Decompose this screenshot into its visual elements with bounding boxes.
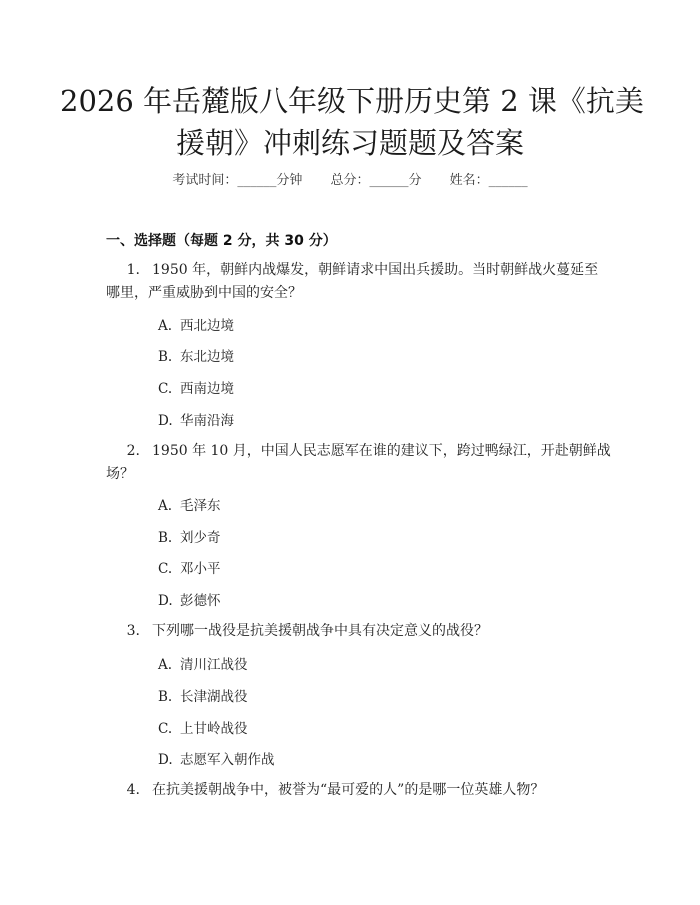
option-letter: D. (158, 752, 173, 768)
option-letter: A. (158, 657, 173, 673)
option-1d (158, 409, 234, 429)
option-text: 志愿军入朝作战 (180, 752, 275, 768)
question-number: 2. (126, 443, 140, 459)
option-1c (158, 377, 234, 397)
section-heading-multiple-choice: 一、选择题（每题 2 分，共 30 分） (106, 233, 337, 249)
option-text: 上甘岭战役 (180, 721, 248, 737)
option-2b (158, 526, 221, 546)
question-text: 下列哪一战役是抗美援朝战争中具有决定意义的战役？ (152, 623, 488, 639)
question-number: 3. (126, 623, 140, 639)
option-letter: A. (158, 498, 173, 514)
option-letter: D. (158, 593, 173, 609)
question-3 (106, 620, 606, 643)
option-letter: C. (158, 561, 173, 577)
question-text: 1950 年 10 月，中国人民志愿军在谁的建议下，跨过鸭绿江，开赴朝鲜战 (152, 443, 611, 459)
option-2c (158, 557, 221, 577)
option-text: 毛泽东 (180, 498, 221, 514)
option-letter: D. (158, 413, 173, 429)
option-text: 西南边境 (180, 381, 234, 397)
option-letter: B. (158, 689, 173, 705)
option-letter: B. (158, 349, 173, 365)
option-letter: C. (158, 721, 173, 737)
title-line-2: 援朝》冲刺练习题题及答案 (175, 126, 524, 160)
question-text: 在抗美援朝战争中，被誉为“最可爱的人”的是哪一位英雄人物？ (152, 782, 545, 798)
option-1b (158, 345, 234, 365)
document-title (60, 80, 644, 164)
question-1 (106, 259, 606, 305)
option-3a (158, 653, 248, 673)
title-line-1: 2026 年岳麓版八年级下册历史第 2 课《抗美 (60, 84, 644, 118)
question-1-line-2: 哪里，严重威胁到中国的安全？ (106, 285, 302, 301)
option-3d (158, 748, 275, 768)
option-2d (158, 589, 221, 609)
option-text: 邓小平 (180, 561, 221, 577)
question-2 (106, 440, 611, 486)
question-number: 1. (126, 262, 140, 278)
option-text: 彭德怀 (180, 593, 221, 609)
option-letter: A. (158, 318, 173, 334)
question-4 (106, 779, 606, 802)
option-letter: B. (158, 530, 173, 546)
total-score-field: 总分：______分 (330, 173, 422, 188)
option-3c (158, 717, 248, 737)
question-4-line-1 (106, 779, 606, 802)
question-number: 4. (126, 782, 140, 798)
exam-time-field: 考试时间：______分钟 (172, 173, 303, 188)
exam-info (0, 169, 700, 188)
option-text: 东北边境 (180, 349, 234, 365)
question-1-line-1 (106, 259, 606, 282)
option-text: 西北边境 (180, 318, 234, 334)
option-text: 刘少奇 (180, 530, 221, 546)
option-2a (158, 494, 221, 514)
option-text: 长津湖战役 (180, 689, 248, 705)
option-text: 华南沿海 (180, 413, 234, 429)
option-text: 清川江战役 (180, 657, 248, 673)
option-3b (158, 685, 248, 705)
option-1a (158, 314, 234, 334)
question-2-line-1 (106, 440, 611, 463)
question-2-line-2: 场？ (106, 466, 134, 482)
option-letter: C. (158, 381, 173, 397)
student-name-field: 姓名：______ (449, 173, 528, 188)
question-3-line-1 (106, 620, 606, 643)
question-text: 1950 年，朝鲜内战爆发，朝鲜请求中国出兵援助。当时朝鲜战火蔓延至 (152, 262, 599, 278)
